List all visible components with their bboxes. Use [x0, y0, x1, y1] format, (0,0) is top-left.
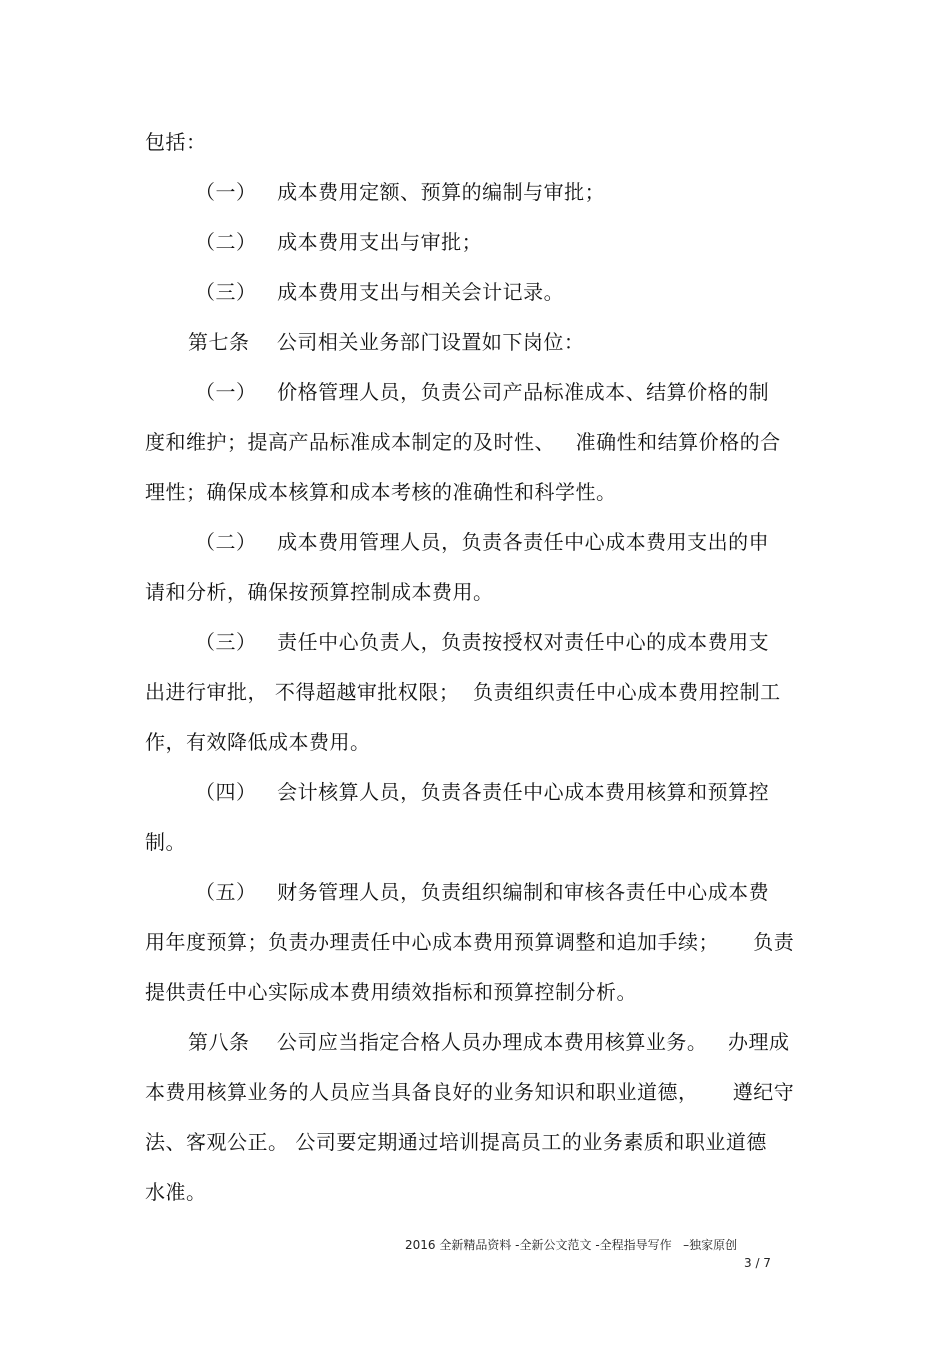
article-heading: 第七条 公司相关业务部门设置如下岗位： — [188, 330, 585, 354]
text-line: 提供责任中心实际成本费用绩效指标和预算控制分析。 — [145, 980, 637, 1004]
text-line: 用年度预算；负责办理责任中心成本费用预算调整和追加手续； 负责 — [145, 930, 795, 954]
footer-source-text: 2016 全新精品资料 -全新公文范文 -全程指导写作 –独家原创 — [405, 1238, 738, 1252]
list-item: （二） 成本费用支出与审批； — [195, 230, 483, 254]
text-line: 请和分析，确保按预算控制成本费用。 — [145, 580, 494, 604]
page-number: 3 / 7 — [744, 1256, 771, 1270]
text-line: 本费用核算业务的人员应当具备良好的业务知识和职业道德， 遵纪守 — [145, 1080, 795, 1104]
list-item: （五） 财务管理人员，负责组织编制和审核各责任中心成本费 — [195, 880, 770, 904]
text-line: 制。 — [145, 830, 186, 854]
list-item: （三） 成本费用支出与相关会计记录。 — [195, 280, 565, 304]
text-line: 法、客观公正。 公司要定期通过培训提高员工的业务素质和职业道德 — [145, 1130, 767, 1154]
list-item: （四） 会计核算人员，负责各责任中心成本费用核算和预算控 — [195, 780, 770, 804]
text-line: 水准。 — [145, 1180, 207, 1204]
list-item: （二） 成本费用管理人员，负责各责任中心成本费用支出的申 — [195, 530, 770, 554]
list-item: （一） 价格管理人员，负责公司产品标准成本、结算价格的制 — [195, 380, 770, 404]
list-item: （一） 成本费用定额、预算的编制与审批； — [195, 180, 606, 204]
text-line: 理性；确保成本核算和成本考核的准确性和科学性。 — [145, 480, 617, 504]
list-item: （三） 责任中心负责人，负责按授权对责任中心的成本费用支 — [195, 630, 770, 654]
text-line: 包括： — [145, 130, 207, 154]
text-line: 作，有效降低成本费用。 — [145, 730, 371, 754]
article-heading: 第八条 公司应当指定合格人员办理成本费用核算业务。 办理成 — [188, 1030, 790, 1054]
text-line: 出进行审批， 不得超越审批权限； 负责组织责任中心成本费用控制工 — [145, 680, 781, 704]
text-line: 度和维护；提高产品标准成本制定的及时性、 准确性和结算价格的合 — [145, 430, 781, 454]
